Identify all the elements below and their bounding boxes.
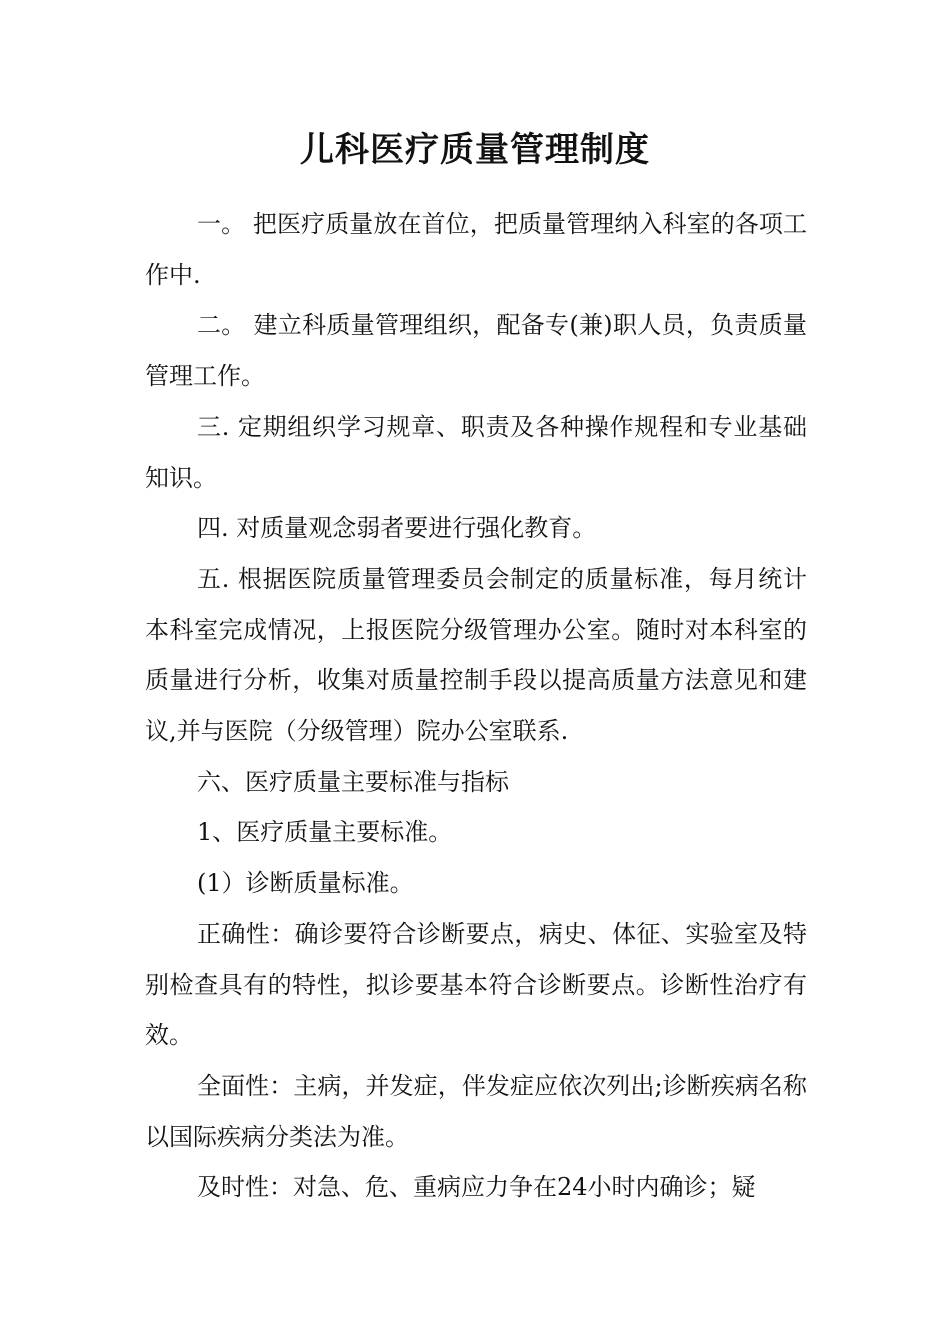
paragraph-3: 三. 定期组织学习规章、职责及各种操作规程和专业基础知识。 xyxy=(145,412,807,492)
paragraph-7: 1、医疗质量主要标准。 xyxy=(197,818,453,847)
paragraph-4: 四. 对质量观念弱者要进行强化教育。 xyxy=(197,514,597,543)
paragraph-5: 五. 根据医院质量管理委员会制定的质量标准，每月统计本科室完成情况，上报医院分级管理办公室。随时对本科室的质量进行分析，收集对质量控制手段以提高质量方法意见和建议,并与医院（分级管理）院办公室联系. xyxy=(145,564,807,746)
paragraph-8: (1）诊断质量标准。 xyxy=(197,869,414,898)
paragraph-10: 全面性：主病，并发症，伴发症应依次列出;诊断疾病名称以国际疾病分类法为准。 xyxy=(145,1071,807,1151)
paragraph-1: 一。 把医疗质量放在首位，把质量管理纳入科室的各项工作中. xyxy=(145,210,807,289)
paragraph-11: 及时性：对急、危、重病应力争在24小时内确诊；疑 xyxy=(197,1173,756,1202)
document-body xyxy=(145,199,807,1213)
paragraph-2: 二。 建立科质量管理组织，配备专(兼)职人员，负责质量管理工作。 xyxy=(145,311,807,391)
paragraph-9: 正确性：确诊要符合诊断要点，病史、体征、实验室及特别检查具有的特性，拟诊要基本符合诊断要点。诊断性治疗有效。 xyxy=(145,919,807,1050)
paragraph-6: 六、医疗质量主要标准与指标 xyxy=(197,767,509,796)
document-title: 儿科医疗质量管理制度 xyxy=(300,130,650,170)
